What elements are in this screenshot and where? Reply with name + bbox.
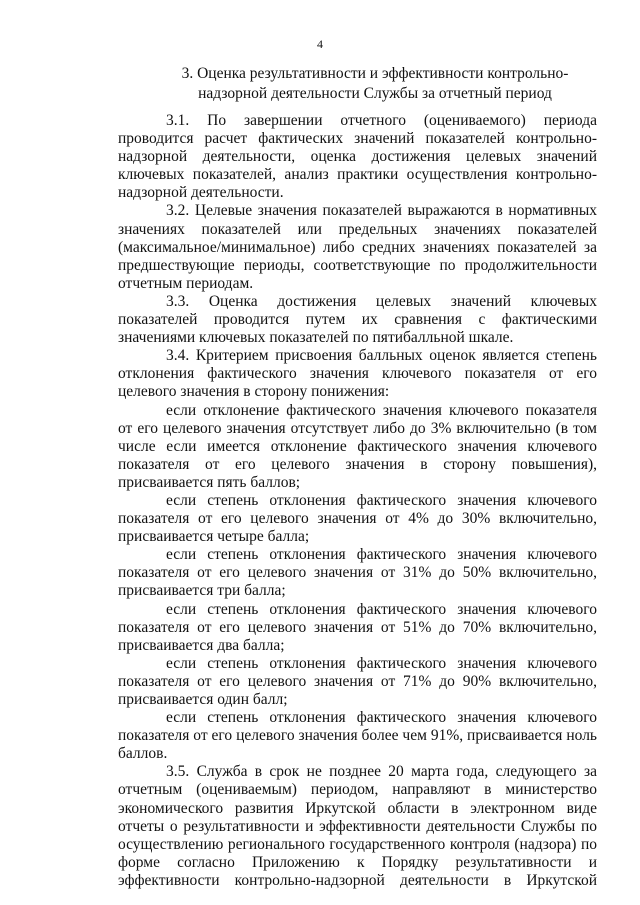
paragraph-3-1: 3.1. По завершении отчетного (оцениваемого) периода проводится расчет фактических значений показателей контрольно-надзорной деятельности, оценка достижения целевых значений ключевых показателей, анализ практики осуществления контрольно-надзорной деятельности. <box>118 112 597 202</box>
document-body <box>118 112 597 890</box>
paragraph-3-2: 3.2. Целевые значения показателей выражаются в нормативных значениях показателей или предельных значениях показателей (максимальное/минимальное) либо средних значениях показателей за предшествующие периоды, соответствующие по продолжительности отчетным периодам. <box>118 202 597 292</box>
section-title-line-1: 3. Оценка результативности и эффективности контрольно- <box>181 65 569 82</box>
criterion-zero-points: если степень отклонения фактического значения ключевого показателя от его целевого значения более чем 91%, присваивается ноль баллов. <box>118 709 597 763</box>
section-title <box>160 64 590 104</box>
paragraph-3-4: 3.4. Критерием присвоения балльных оценок является степень отклонения фактического значения ключевого показателя от его целевого значения в сторону понижения: <box>118 347 597 401</box>
criterion-one-point: если степень отклонения фактического значения ключевого показателя от его целевого значения от 71% до 90% включительно, присваивается один балл; <box>118 654 597 708</box>
page-number: 4 <box>317 37 323 51</box>
paragraph-3-5: 3.5. Служба в срок не позднее 20 марта года, следующего за отчетным (оцениваемым) периодом, направляют в министерство экономического развития Иркутской области в электронном виде отчеты о результативности и эффективности деятельности Службы по осуществлению регионального государственного контроля (надзора) по форме согласно Приложению к Порядку результативности и эффективности контрольно-надзорной деятельности в Иркутской <box>118 763 597 889</box>
criterion-three-points: если степень отклонения фактического значения ключевого показателя от его целевого значения от 31% до 50% включительно, присваивается три балла; <box>118 546 597 600</box>
criterion-five-points: если отклонение фактического значения ключевого показателя от его целевого значения отсутствует либо до 3% включительно (в том числе если имеется отклонение фактического значения ключевого показателя от его целевого значения в сторону повышения), присваивается пять баллов; <box>118 401 597 491</box>
criterion-four-points: если степень отклонения фактического значения ключевого показателя от его целевого значения от 4% до 30% включительно, присваивается четыре балла; <box>118 491 597 546</box>
paragraph-3-3: 3.3. Оценка достижения целевых значений ключевых показателей проводится путем их сравнения с фактическими значениями ключевых показателей по пятибалльной шкале. <box>118 292 597 347</box>
criterion-two-points: если степень отклонения фактического значения ключевого показателя от его целевого значения от 51% до 70% включительно, присваивается два балла; <box>118 600 597 654</box>
section-title-line-2: надзорной деятельности Службы за отчетный период <box>198 85 552 102</box>
